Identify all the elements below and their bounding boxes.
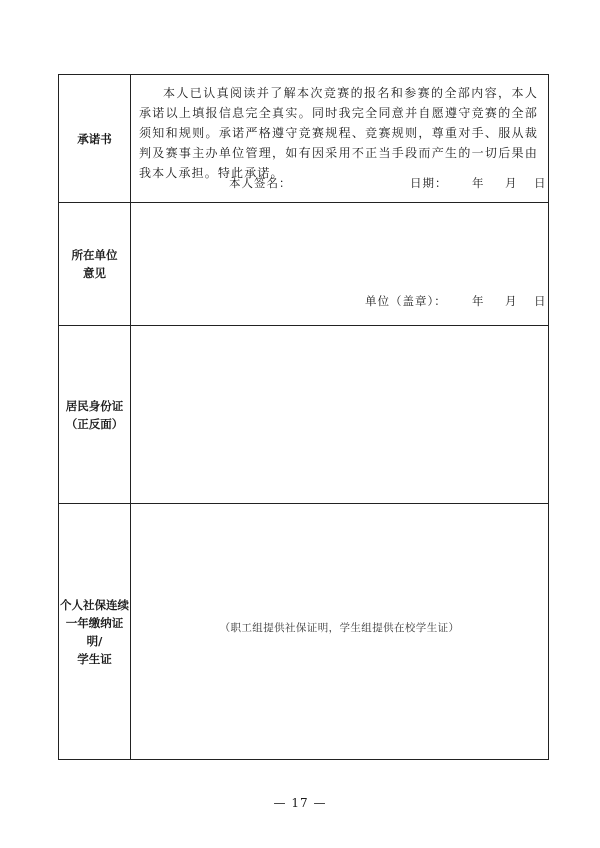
unit-label-line1: 所在单位 (71, 248, 118, 262)
month-label: 月 (505, 176, 518, 190)
signature-line (131, 175, 548, 193)
id-card-label-cell (59, 326, 131, 504)
registration-form-table (58, 74, 549, 760)
social-security-attachment-area (131, 504, 549, 760)
pledge-label: 承诺书 (77, 131, 112, 146)
social-security-note: （职工组提供社保证明，学生组提供在校学生证） (219, 622, 460, 634)
unit-label-line2: 意见 (83, 266, 106, 280)
unit-opinion-row (59, 203, 549, 326)
id-card-attachment-area (131, 326, 549, 504)
year-label: 年 (472, 176, 485, 190)
unit-seal-label: 单位（盖章）： (365, 294, 447, 308)
unit-month-label: 月 (505, 294, 518, 308)
signature-label: 本人签名： (229, 176, 292, 190)
unit-year-label: 年 (472, 294, 485, 308)
page-number: — 17 — (273, 796, 327, 810)
pledge-label-cell (59, 75, 131, 203)
unit-opinion-cell (131, 203, 549, 326)
day-label: 日 (534, 176, 547, 190)
social-security-label-line2: 一年缴纳证明/ (65, 615, 124, 648)
date-label: 日期： (410, 176, 448, 190)
unit-seal-line (131, 293, 548, 311)
social-security-label-line1: 个人社保连续 (60, 597, 129, 612)
id-card-row (59, 326, 549, 504)
pledge-row (59, 75, 549, 203)
unit-day-label: 日 (534, 294, 547, 308)
pledge-text: 本人已认真阅读并了解本次竞赛的报名和参赛的全部内容，本人承诺以上填报信息完全真实。同时我完全同意并自愿遵守竞赛的全部须知和规则。承诺严格遵守竞赛规程、竞赛规则，尊重对手、服从裁判及赛事主办单位管理，如有因采用不正当手段而产生的一切后果由我本人承担。特此承诺。 (139, 86, 538, 180)
id-card-label-line2: （正反面） (65, 416, 124, 431)
pledge-content-cell (131, 75, 549, 203)
id-card-label-line1: 居民身份证 (65, 398, 124, 413)
social-security-label-line3: 学生证 (77, 651, 112, 666)
social-security-row (59, 504, 549, 760)
social-security-label-cell (59, 504, 131, 760)
unit-label-cell (59, 203, 131, 326)
